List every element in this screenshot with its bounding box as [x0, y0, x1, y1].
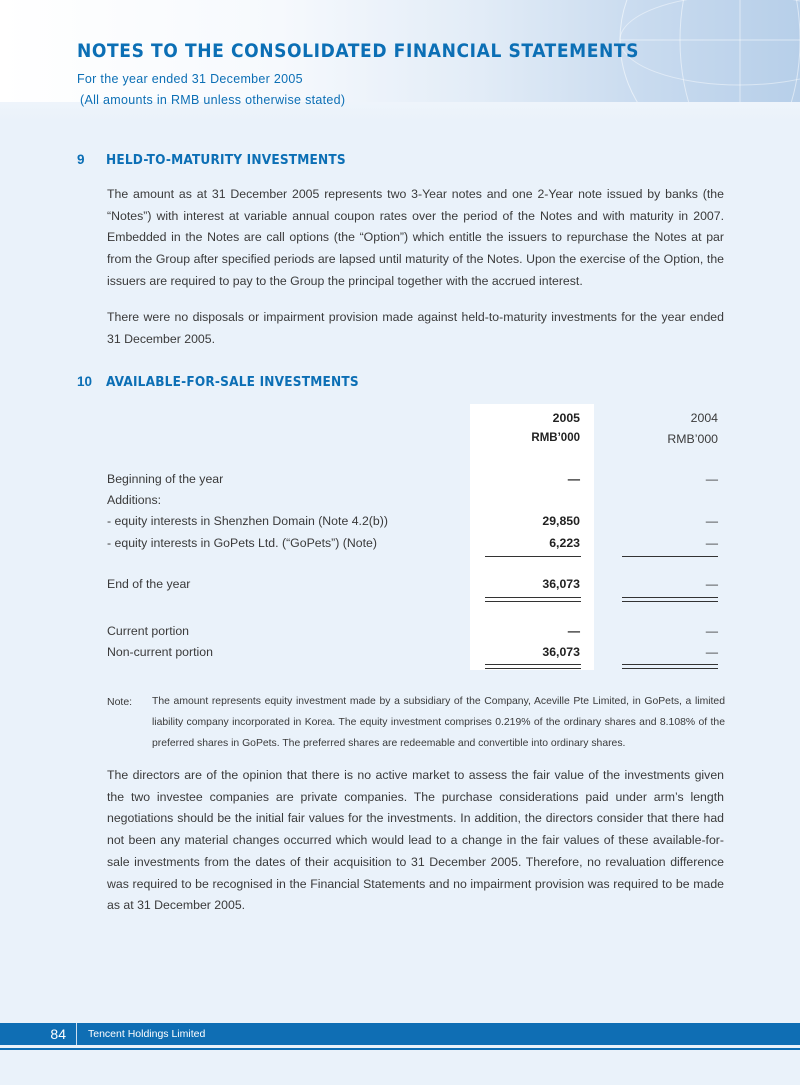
table-row-value-2004: — [705, 536, 718, 550]
section-9-title: HELD-TO-MATURITY INVESTMENTS [106, 152, 346, 168]
portion-rule-2005 [485, 664, 581, 665]
table-row-value-2004: — [705, 577, 718, 591]
table-row-value-2005: 36,073 [542, 577, 580, 591]
table-row-value-2004: — [705, 624, 718, 638]
table-row-value-2005: — [567, 624, 580, 638]
total-rule-2004 [622, 597, 718, 598]
company-name: Tencent Holdings Limited [88, 1028, 206, 1040]
table-row-label: Current portion [107, 624, 190, 638]
currency-subtitle: (All amounts in RMB unless otherwise stated) [80, 93, 346, 107]
table-row-value-2005: 6,223 [549, 536, 580, 550]
table-unit-2004: RMB’000 [667, 432, 718, 446]
page-title: NOTES TO THE CONSOLIDATED FINANCIAL STATEMENTS [77, 40, 640, 62]
table-row-label: End of the year [107, 577, 191, 591]
footer-rule [0, 1048, 800, 1050]
table-header-2004: 2004 [690, 411, 718, 425]
portion-rule-2005-double [485, 668, 581, 669]
table-unit-2005: RMB’000 [531, 432, 580, 444]
total-rule-2005 [485, 597, 581, 598]
table-row-label: - equity interests in GoPets Ltd. (“GoPets”) (Note) [107, 536, 377, 550]
note-label: Note: [107, 696, 133, 708]
table-row-value-2004: — [705, 514, 718, 528]
table-row-value-2004: — [705, 472, 718, 486]
table-row-label: Beginning of the year [107, 472, 224, 486]
section-9-paragraph-1: The amount as at 31 December 2005 represents two 3-Year notes and one 2-Year note issued by banks (the “Notes”) with interest at variable annual coupon rates over the period of the Notes and with maturity in 2007. Embedded in the Notes are call options (the “Option”) which entitle the issuers to repurchase the Notes at par from the Group after specified periods are lapsed until maturity of the Notes. Upon the exercise of the Option, the issuers are required to pay to the Group the principal together with the accrued interest. [107, 187, 724, 288]
table-row-value-2005: 36,073 [542, 645, 580, 659]
table-row-label: Non-current portion [107, 645, 213, 659]
section-10-number: 10 [77, 374, 93, 389]
table-row-value-2005: — [567, 472, 580, 486]
section-9-paragraph-2: There were no disposals or impairment provision made against held-to-maturity investments for the year ended 31 December 2005. [107, 310, 724, 346]
total-rule-2005-double [485, 601, 581, 602]
footer-separator [76, 1023, 77, 1045]
table-row-label: - equity interests in Shenzhen Domain (Note 4.2(b)) [107, 514, 388, 528]
subtotal-rule-2004 [622, 556, 718, 557]
section-9-number: 9 [77, 152, 85, 167]
total-rule-2004-double [622, 601, 718, 602]
table-header-2005: 2005 [552, 411, 580, 425]
section-10-title: AVAILABLE-FOR-SALE INVESTMENTS [106, 374, 359, 390]
table-row-label: Additions: [107, 493, 162, 507]
portion-rule-2004-double [622, 668, 718, 669]
section-10-paragraph: The directors are of the opinion that there is no active market to assess the fair value of the investments given the two investee companies are private companies. The purchase considerations paid under arm’s length negotiations should be the initial fair values for the investments. In addition, the directors consider that there had not been any material changes occurred which would lead to a change in the fair values of these available-for-sale investments from the dates of their acquisition to 31 December 2005. Therefore, no revaluation difference was required to be recognised in the Financial Statements and no impairment provision was required to be made as at 31 December 2005. [107, 768, 724, 913]
subtotal-rule-2005 [485, 556, 581, 557]
footer-bar [0, 1023, 800, 1045]
table-row-value-2005: 29,850 [542, 514, 580, 528]
portion-rule-2004 [622, 664, 718, 665]
period-subtitle: For the year ended 31 December 2005 [77, 72, 303, 86]
note-text: The amount represents equity investment made by a subsidiary of the Company, Aceville Pte Limited, in GoPets, a limited liability company incorporated in Korea. The equity investment comprises 0.219% of the ordinary shares and 8.108% of the preferred shares in GoPets. The preferred shares are redeemable and convertible into ordinary shares. [152, 696, 725, 749]
table-row-value-2004: — [705, 645, 718, 659]
page-number: 84 [50, 1026, 66, 1042]
